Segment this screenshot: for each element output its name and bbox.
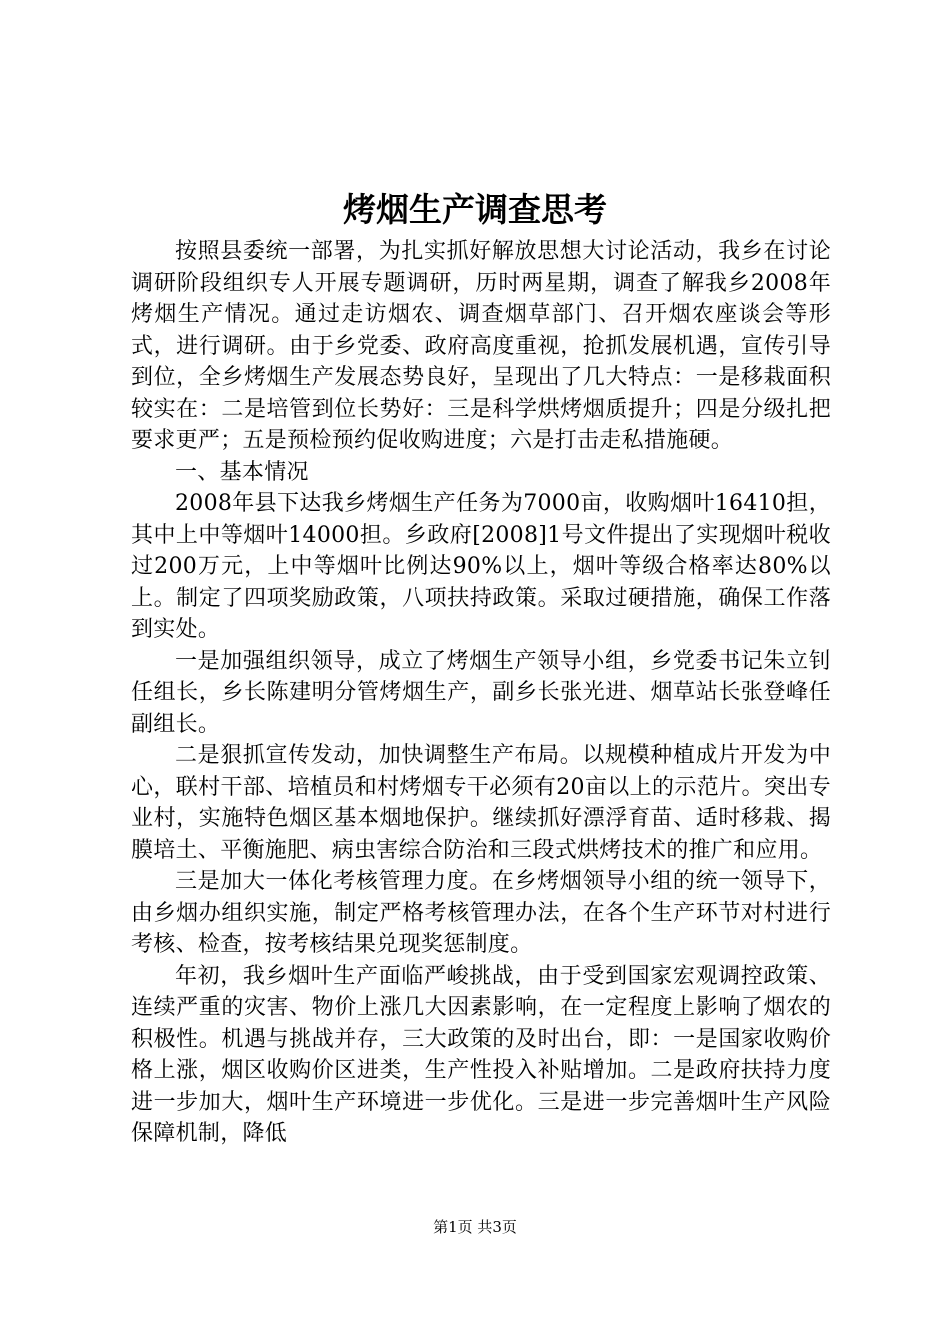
- document-title: 烤烟生产调查思考: [343, 190, 607, 229]
- document-body: [131, 236, 831, 1150]
- paragraph-point-one: 一是加强组织领导，成立了烤烟生产领导小组，乡党委书记朱立钊任组长，乡长陈建明分管烤烟生产，副乡长张光进、烟草站长张登峰任副组长。: [131, 648, 831, 737]
- paragraph-challenges: 年初，我乡烟叶生产面临严峻挑战，由于受到国家宏观调控政策、连续严重的灾害、物价上涨几大因素影响，在一定程度上影响了烟农的积极性。机遇与挑战并存，三大政策的及时出台，即：一是国家收购价格上涨，烟区收购价区进类，生产性投入补贴增加。二是政府扶持力度进一步加大，烟叶生产环境进一步优化。三是进一步完善烟叶生产风险保障机制，降低: [131, 963, 831, 1146]
- page-footer: 第1页 共3页: [433, 1218, 517, 1236]
- paragraph-point-three: 三是加大一体化考核管理力度。在乡烤烟领导小组的统一领导下，由乡烟办组织实施，制定严格考核管理办法，在各个生产环节对村进行考核、检查，按考核结果兑现奖惩制度。: [131, 869, 831, 957]
- paragraph-task: 2008年县下达我乡烤烟生产任务为7000亩，收购烟叶16410担，其中上中等烟叶14000担。乡政府[2008]1号文件提出了实现烟叶税收过200万元，上中等烟叶比例达90%以上，烟叶等级合格率达80%以上。制定了四项奖励政策，八项扶持政策。采取过硬措施，确保工作落到实处。: [131, 491, 831, 642]
- section-heading-basic-situation: 一、基本情况: [175, 459, 309, 485]
- paragraph-intro: 按照县委统一部署，为扎实抓好解放思想大讨论活动，我乡在讨论调研阶段组织专人开展专题调研，历时两星期，调查了解我乡2008年烤烟生产情况。通过走访烟农、调查烟草部门、召开烟农座谈会等形式，进行调研。由于乡党委、政府高度重视，抢抓发展机遇，宣传引导到位，全乡烤烟生产发展态势良好，呈现出了几大特点：一是移栽面积较实在：二是培管到位长势好：三是科学烘烤烟质提升；四是分级扎把要求更严；五是预检预约促收购进度；六是打击走私措施硬。: [131, 239, 831, 453]
- paragraph-point-two: 二是狠抓宣传发动，加快调整生产布局。以规模种植成片开发为中心，联村干部、培植员和村烤烟专干必须有20亩以上的示范片。突出专业村，实施特色烟区基本烟地保护。继续抓好漂浮育苗、适时移栽、揭膜培土、平衡施肥、病虫害综合防治和三段式烘烤技术的推广和应用。: [131, 743, 831, 863]
